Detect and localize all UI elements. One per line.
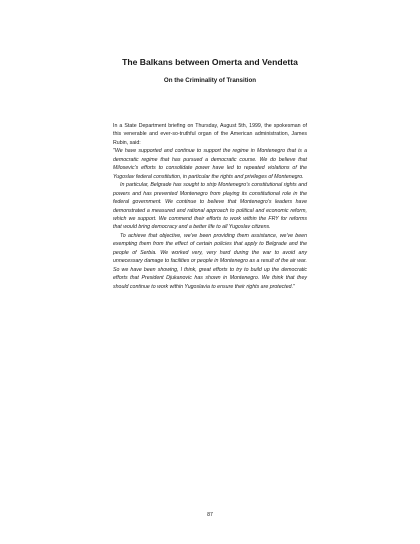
intro-paragraph: In a State Department briefing on Thursday, August 5th, 1999, the spokesman of this venerable and ever-so-truthful organ of the American administration, James Rubin, said: xyxy=(113,123,307,146)
quote-paragraph-3: To achieve that objective, we've been providing them assistance, we've been exempting them from the effect of certain policies that apply to Belgrade and the people of Serbia. We worked very, very hard during the war to avoid any unnecessary damage to facilities or people in Montenegro as a result of the air war. So we have been showing, I think, great efforts to try to build up the democratic efforts that President Djukanovic has shown in Montenegro. We think that they should continue to work within Yugoslavia to ensure their rights are protected." xyxy=(113,232,307,290)
document-subtitle: On the Criminality of Transition xyxy=(163,77,257,84)
quote-paragraph-1: "We have supported and continue to support the regime in Montenegro that is a democratic regime that has pursued a democratic course. We do believe that Milosevic's efforts to consolidate power have led to repeated violations of the Yugoslav federal constitution, in particular the rights and privileges of Montenegro. xyxy=(113,148,307,180)
page-number: 87 xyxy=(207,512,213,518)
body-text xyxy=(113,122,307,291)
document-title: The Balkans between Omerta and Vendetta xyxy=(122,57,298,67)
quote-paragraph-2: In particular, Belgrade has sought to strip Montenegro's constitutional rights and powers and has prevented Montenegro from playing its constitutional role in the federal government. We continue to believe that Montenegro's leaders have demonstrated a measured and rational approach to political and economic reform, which we support. We commend their efforts to work within the FRY for reforms that would bring democracy and a better life to all Yugoslav citizens. xyxy=(113,182,307,231)
